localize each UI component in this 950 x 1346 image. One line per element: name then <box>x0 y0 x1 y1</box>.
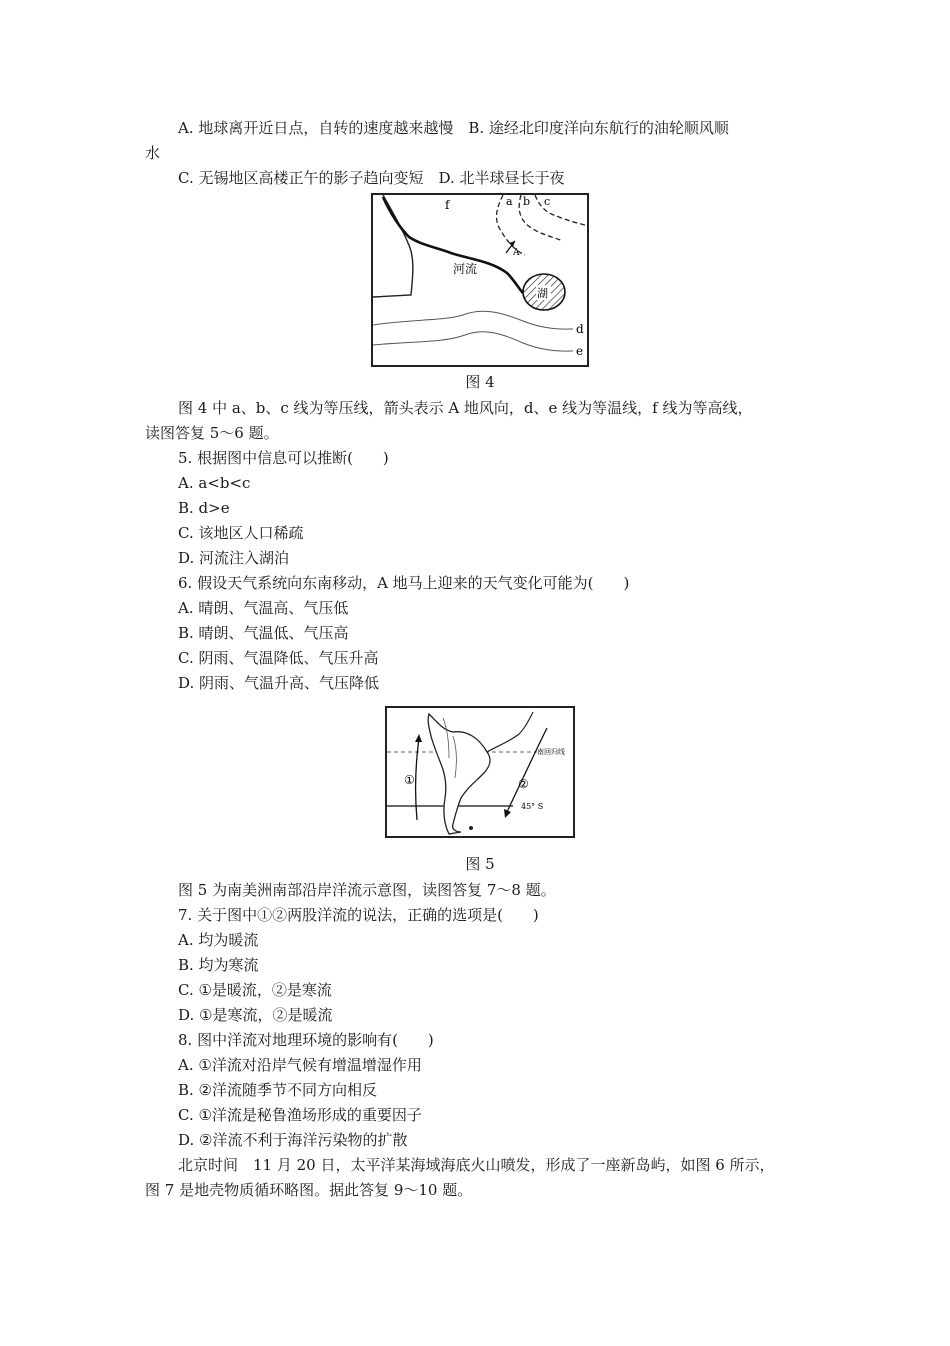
label-d: d <box>576 322 584 336</box>
intro-fig4-line2: 读图答复 5～6 题。 <box>145 424 279 442</box>
figure-5 <box>385 706 575 838</box>
figure-4-caption: 图 4 <box>465 373 495 391</box>
label-c: c <box>544 195 551 208</box>
q6-option-d: D. 阴雨、气温升高、气压降低 <box>178 674 380 692</box>
intro-q9-line2: 图 7 是地壳物质循环略图。据此答复 9～10 题。 <box>145 1181 473 1199</box>
label-a: a <box>506 195 513 208</box>
intro-q9-line1: 北京时间 11 月 20 日，太平洋某海域海底火山喷发，形成了一座新岛屿，如图 6 所示， <box>178 1156 775 1174</box>
figure-5-map <box>387 708 573 836</box>
label-f: f <box>445 198 450 212</box>
label-lake: 湖 <box>537 287 548 300</box>
q5-stem: 5. 根据图中信息可以推断( ) <box>178 449 389 467</box>
figure-4 <box>371 193 589 367</box>
label-current-1: ① <box>404 773 415 787</box>
intro-fig4-line1: 图 4 中 a、b、c 线为等压线，箭头表示 A 地风向，d、e 线为等温线，f 线为等高线， <box>178 399 753 417</box>
label-b: b <box>523 195 531 208</box>
q8-stem: 8. 图中洋流对地理环境的影响有( ) <box>178 1031 434 1049</box>
document-page <box>145 116 815 1203</box>
q7-option-c: C. ①是暖流，②是寒流 <box>178 981 332 999</box>
q7-stem: 7. 关于图中①②两股洋流的说法，正确的选项是( ) <box>178 906 539 924</box>
q6-stem: 6. 假设天气系统向东南移动，A 地马上迎来的天气变化可能为( ) <box>178 574 630 592</box>
label-current-2: ② <box>518 777 529 791</box>
label-e: e <box>576 344 584 358</box>
q8-option-b: B. ②洋流随季节不同方向相反 <box>178 1081 378 1099</box>
q6-option-b: B. 晴朗、气温低、气压高 <box>178 624 349 642</box>
q5-option-c: C. 该地区人口稀疏 <box>178 524 304 542</box>
label-river: 河流 <box>453 262 478 276</box>
figure-5-caption: 图 5 <box>465 855 495 873</box>
q6-option-c: C. 阴雨、气温降低、气压升高 <box>178 649 379 667</box>
q8-option-a: A. ①洋流对沿岸气候有增温增湿作用 <box>178 1056 422 1074</box>
q7-option-b: B. 均为寒流 <box>178 956 259 974</box>
q7-option-d: D. ①是寒流，②是暖流 <box>178 1006 333 1024</box>
q5-option-b: B. d>e <box>178 499 230 517</box>
intro-fig5: 图 5 为南美洲南部沿岸洋流示意图，读图答复 7～8 题。 <box>178 881 556 899</box>
q7-option-a: A. 均为暖流 <box>178 931 259 949</box>
label-A: A <box>513 248 520 258</box>
label-tropic: 南回归线 <box>537 748 565 756</box>
q4-options-cd: C. 无锡地区高楼正午的影子趋向变短 D. 北半球昼长于夜 <box>178 169 565 187</box>
q8-option-d: D. ②洋流不利于海洋污染物的扩散 <box>178 1131 408 1149</box>
label-45s: 45° S <box>521 802 544 811</box>
q6-option-a: A. 晴朗、气温高、气压低 <box>178 599 349 617</box>
q8-option-c: C. ①洋流是秘鲁渔场形成的重要因子 <box>178 1106 422 1124</box>
figure-4-map <box>373 195 587 365</box>
q4-options-ab: A. 地球离开近日点，自转的速度越来越慢 B. 途经北印度洋向东航行的油轮顺风顺 <box>178 119 729 137</box>
q5-option-d: D. 河流注入湖泊 <box>178 549 290 567</box>
continent-shape <box>428 714 490 834</box>
q5-option-a: A. a<b<c <box>178 474 251 492</box>
q4-options-ab-wrap: 水 <box>145 144 161 162</box>
